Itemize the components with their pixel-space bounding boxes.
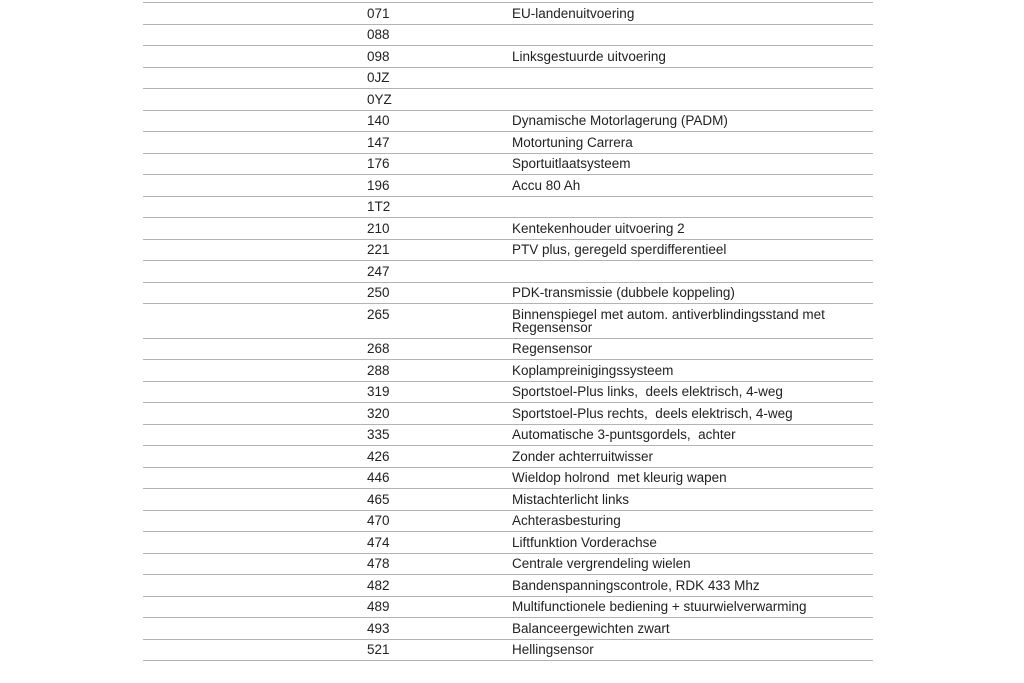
option-code-cell: 465 — [367, 491, 390, 507]
table-row — [143, 260, 873, 282]
table-row — [143, 88, 873, 110]
option-description-cell: Linksgestuurde uitvoering — [512, 48, 666, 64]
option-code-cell: 098 — [367, 48, 390, 64]
option-description-cell: EU-landenuitvoering — [512, 5, 635, 21]
option-code-cell: 0JZ — [367, 70, 390, 85]
option-description-cell: Automatische 3-puntsgordels, achter — [512, 427, 736, 442]
spacer-cell — [143, 597, 367, 618]
option-description-cell: Mistachterlicht links — [512, 491, 630, 507]
spacer-cell — [143, 304, 367, 338]
option-code-cell: 446 — [367, 470, 390, 485]
spacer-cell — [143, 218, 367, 239]
option-code-cell: 489 — [367, 599, 390, 614]
option-description-cell: Motortuning Carrera — [512, 134, 633, 150]
table-row — [143, 67, 873, 89]
option-code-cell: 478 — [367, 556, 390, 571]
spacer-cell — [143, 575, 367, 596]
spacer-cell — [143, 197, 367, 218]
table-row — [143, 402, 873, 424]
option-code-cell: 319 — [367, 384, 390, 399]
option-description-cell: Hellingsensor — [512, 642, 594, 657]
table-row — [143, 574, 873, 596]
option-description-cell: Sportuitlaatsysteem — [512, 156, 631, 171]
spacer-cell — [143, 25, 367, 46]
table-row — [143, 553, 873, 575]
option-description-cell: Wieldop holrond met kleurig wapen — [512, 470, 727, 485]
option-description-cell: Centrale vergrendeling wielen — [512, 556, 691, 571]
table-row — [143, 217, 873, 239]
option-description-cell: Multifunctionele bediening + stuurwielverwarming — [512, 599, 807, 614]
option-code-cell: 247 — [367, 263, 390, 279]
option-code-cell: 288 — [367, 362, 390, 378]
option-code-cell: 140 — [367, 113, 390, 128]
table-row — [143, 2, 873, 24]
option-code-cell: 320 — [367, 405, 390, 421]
table-row — [143, 303, 873, 338]
spacer-cell — [143, 3, 367, 24]
option-code-cell: 482 — [367, 577, 390, 593]
option-description-cell: Kentekenhouder uitvoering 2 — [512, 220, 685, 236]
spacer-cell — [143, 175, 367, 196]
option-description-cell: Sportstoel-Plus links, deels elektrisch, 4-weg — [512, 384, 783, 399]
spacer-cell — [143, 618, 367, 639]
spacer-cell — [143, 68, 367, 89]
spacer-cell — [143, 283, 367, 304]
spacer-cell — [143, 261, 367, 282]
table-row — [143, 381, 873, 403]
option-code-table — [143, 2, 873, 661]
option-code-cell: 176 — [367, 156, 390, 171]
table-row — [143, 617, 873, 639]
table-row — [143, 110, 873, 132]
option-code-cell: 265 — [367, 306, 390, 322]
option-description-cell: Balanceergewichten zwart — [512, 620, 670, 636]
spacer-cell — [143, 532, 367, 553]
spacer-cell — [143, 425, 367, 446]
option-description-cell: Dynamische Motorlagerung (PADM) — [512, 113, 728, 128]
option-description-cell: Koplampreinigingssysteem — [512, 362, 674, 378]
option-code-cell: 521 — [367, 642, 390, 657]
spacer-cell — [143, 46, 367, 67]
spacer-cell — [143, 511, 367, 532]
option-description-cell: Sportstoel-Plus rechts, deels elektrisch, 4-weg — [512, 405, 793, 421]
table-row — [143, 131, 873, 153]
table-row — [143, 596, 873, 618]
spacer-cell — [143, 111, 367, 132]
option-code-cell: 474 — [367, 534, 390, 550]
option-description-cell: Achterasbesturing — [512, 513, 621, 528]
table-row — [143, 45, 873, 67]
option-code-cell: 088 — [367, 27, 390, 42]
option-code-cell: 493 — [367, 620, 390, 636]
option-code-cell: 221 — [367, 242, 390, 257]
option-description-cell — [512, 261, 873, 282]
table-row — [143, 639, 873, 661]
table-row — [143, 445, 873, 467]
option-description-cell: Accu 80 Ah — [512, 177, 581, 193]
option-description-cell — [512, 89, 873, 110]
table-row — [143, 282, 873, 304]
spacer-cell — [143, 554, 367, 575]
option-description-cell: PTV plus, geregeld sperdifferentieel — [512, 242, 727, 257]
spacer-cell — [143, 154, 367, 175]
option-code-cell: 470 — [367, 513, 390, 528]
option-description-cell: Binnenspiegel met autom. antiverblindingsstand met Regensensor — [512, 306, 829, 335]
option-description-cell — [512, 68, 873, 89]
table-row — [143, 174, 873, 196]
spacer-cell — [143, 89, 367, 110]
table-row — [143, 424, 873, 446]
table-row — [143, 359, 873, 381]
option-description-cell: Liftfunktion Vorderachse — [512, 534, 657, 550]
spacer-cell — [143, 489, 367, 510]
table-row — [143, 467, 873, 489]
option-description-cell: PDK-transmissie (dubbele koppeling) — [512, 285, 735, 300]
spacer-cell — [143, 446, 367, 467]
table-row — [143, 338, 873, 360]
option-description-cell — [512, 197, 873, 218]
table-row — [143, 510, 873, 532]
table-row — [143, 153, 873, 175]
table-row — [143, 488, 873, 510]
option-description-cell: Bandenspanningscontrole, RDK 433 Mhz — [512, 577, 760, 593]
spacer-cell — [143, 382, 367, 403]
table-row — [143, 239, 873, 261]
spacer-cell — [143, 468, 367, 489]
spacer-cell — [143, 403, 367, 424]
option-code-cell: 268 — [367, 341, 390, 356]
option-description-cell: Zonder achterruitwisser — [512, 448, 654, 464]
option-code-cell: 335 — [367, 427, 390, 442]
table-row — [143, 196, 873, 218]
table-row — [143, 531, 873, 553]
spacer-cell — [143, 360, 367, 381]
option-description-cell: Regensensor — [512, 341, 593, 356]
option-code-cell: 071 — [367, 5, 390, 21]
table-row — [143, 24, 873, 46]
option-description-cell — [512, 25, 873, 46]
spacer-cell — [143, 132, 367, 153]
spacer-cell — [143, 339, 367, 360]
spacer-cell — [143, 640, 367, 661]
option-code-cell: 147 — [367, 134, 390, 150]
option-code-cell: 196 — [367, 177, 390, 193]
option-code-cell: 210 — [367, 220, 390, 236]
spacer-cell — [143, 240, 367, 261]
option-code-cell: 250 — [367, 285, 390, 300]
option-code-cell: 426 — [367, 448, 390, 464]
option-code-cell: 0YZ — [367, 91, 392, 107]
option-code-cell: 1T2 — [367, 199, 391, 214]
